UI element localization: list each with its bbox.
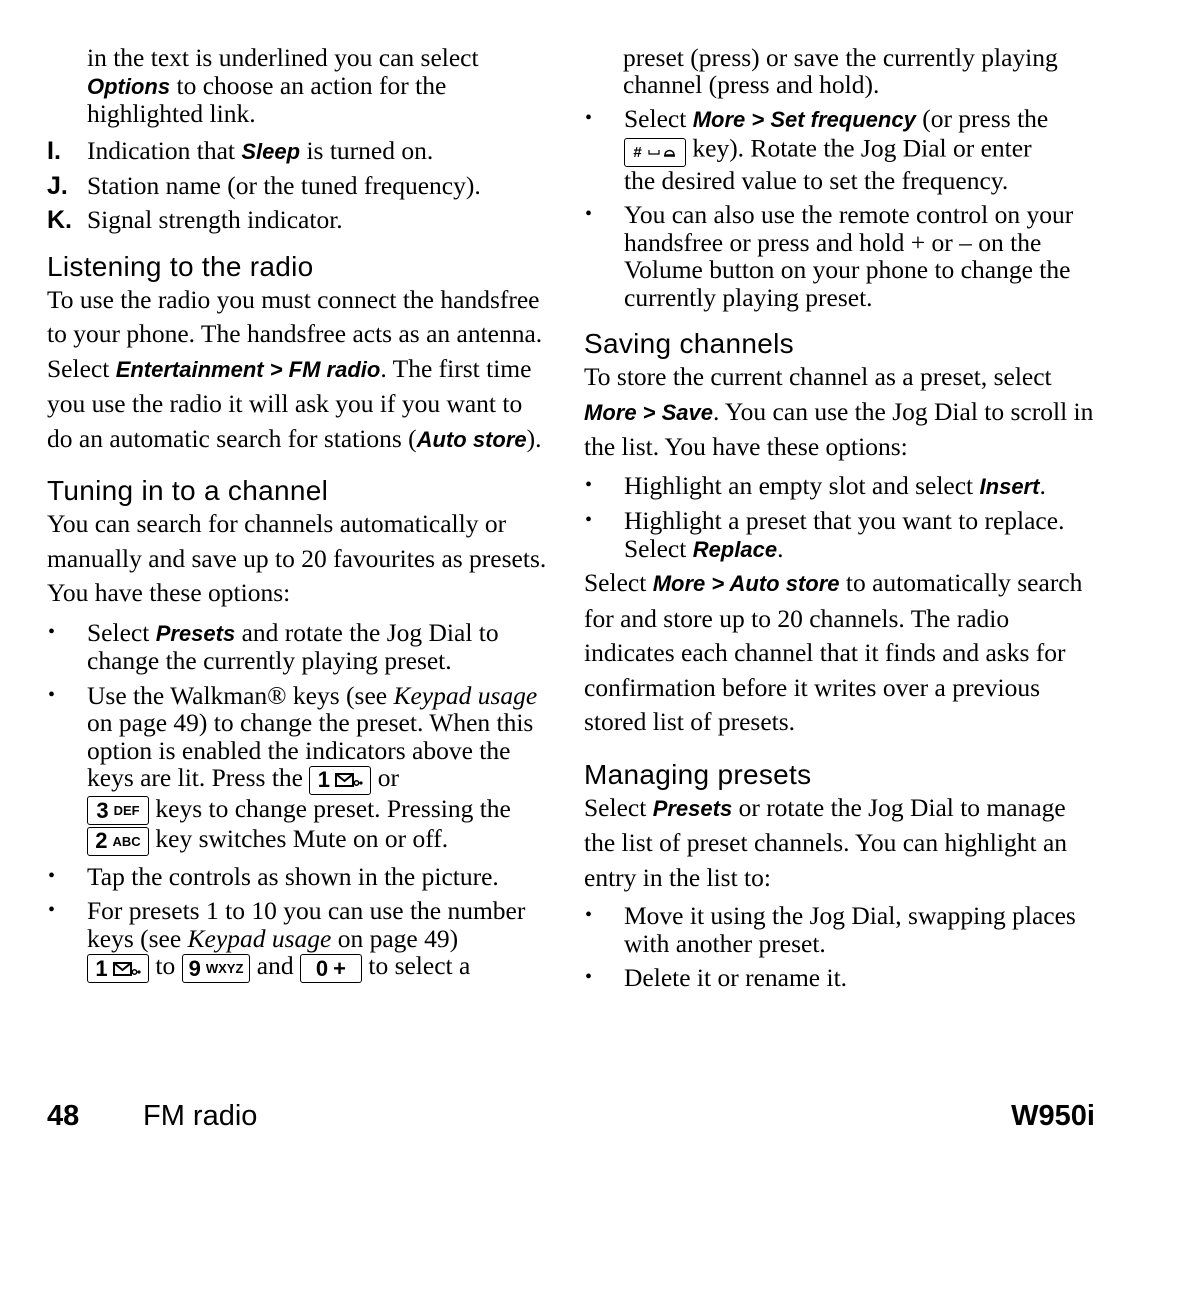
continued-bullet: preset (press) or save the currently playing channel (press and hold). [623,43,1058,99]
key-1: 1 [87,954,149,983]
autostore-ui-term: Auto store [416,426,527,452]
radio-options-list [584,105,1094,311]
left-column [47,44,553,983]
letter-item: K. Signal strength indicator. [47,204,343,234]
heading-tuning: Tuning in to a channel [47,475,329,506]
model-name: W950i [1011,1100,1095,1132]
key-1: 1 [309,766,371,795]
list-item: • Select More > Set frequency (or press the # key). Rotate the Jog Dial or enter the desired value to set the frequency. [584,105,1094,194]
silent-bell-icon [647,145,677,159]
saving-paragraph: To store the current channel as a preset, select More > Save. You can use the Jog Dial to scroll in the list. You have these options: [584,362,1094,461]
key-2: 2 ABC [87,827,149,856]
set-frequency-ui-term: More > Set frequency [692,107,916,132]
page-footer [47,1100,1095,1136]
letter-item: J. Station name (or the tuned frequency). [47,170,481,200]
tuning-options-list [47,619,553,984]
key-0: 0 + [300,954,362,983]
list-item: • For presets 1 to 10 you can use the number keys (see Keypad usage on page 49) 1 to 9 WXYZ and 0 + to select a [47,897,553,983]
list-item: • Select Presets and rotate the Jog Dial to change the currently playing preset. [47,619,553,675]
intro-paragraph: in the text is underlined you can select Options to choose an action for the highlighted link. [87,43,479,128]
auto-store-paragraph: Select More > Auto store to automatically search for and store up to 20 channels. The radio indicates each channel that it finds and asks for confirmation before it writes over a previous stored list of presets. [584,568,1083,736]
envelope-voicemail-icon [113,961,141,977]
tuning-intro: You can search for channels automatically or manually and save up to 20 favourites as presets. You have these options: [47,509,547,607]
right-column [584,44,1094,992]
saving-options-list [584,472,1094,564]
key-9: 9 WXYZ [182,954,251,983]
list-item: • Move it using the Jog Dial, swapping places with another preset. [584,902,1094,957]
list-item: • Delete it or rename it. [584,964,1094,992]
managing-options-list [584,902,1094,992]
key-hash: # [624,138,686,167]
key-3: 3 DEF [87,796,149,825]
heading-listening: Listening to the radio [47,250,314,282]
auto-store-ui-term: More > Auto store [652,571,840,596]
list-item: • Highlight a preset that you want to replace. Select Replace. [584,507,1094,563]
listening-paragraph: To use the radio you must connect the handsfree to your phone. The handsfree acts as an antenna. Select Entertainment > FM radio. The first time you use the radio it will ask you if you want to do an automatic search for stations (Auto store). [47,284,543,453]
section-title: FM radio [143,1100,258,1132]
more-save-ui-term: More > Save [584,399,714,425]
page-number: 48 [47,1100,80,1132]
sleep-ui-term: Sleep [241,138,301,164]
list-item: • You can also use the remote control on your handsfree or press and hold + or – on the Volume button on your phone to change the currently playing preset. [584,201,1094,311]
list-item: • Tap the controls as shown in the picture. [47,863,553,891]
heading-managing: Managing presets [584,758,812,790]
letter-list [47,134,553,237]
list-item: • Use the Walkman® keys (see Keypad usage on page 49) to change the preset. When this option is enabled the indicators above the keys are lit. Press the 1 or 3 DEF keys to change preset. Pressing the 2 ABC key switches Mute on or off. [47,682,553,856]
list-item: • Highlight an empty slot and select Insert. [584,472,1094,501]
managing-paragraph: Select Presets or rotate the Jog Dial to manage the list of preset channels. You can highlight an entry in the list to: [584,792,1068,892]
keypad-usage-link[interactable]: Keypad usage [187,923,332,953]
entertainment-ui-term: Entertainment > FM radio [115,356,381,382]
heading-saving: Saving channels [584,328,794,359]
letter-item: I. Indication that Sleep is turned on. [47,135,434,165]
options-ui-term: Options [87,73,171,99]
keypad-usage-link[interactable]: Keypad usage [393,680,538,710]
envelope-voicemail-icon [335,772,363,788]
